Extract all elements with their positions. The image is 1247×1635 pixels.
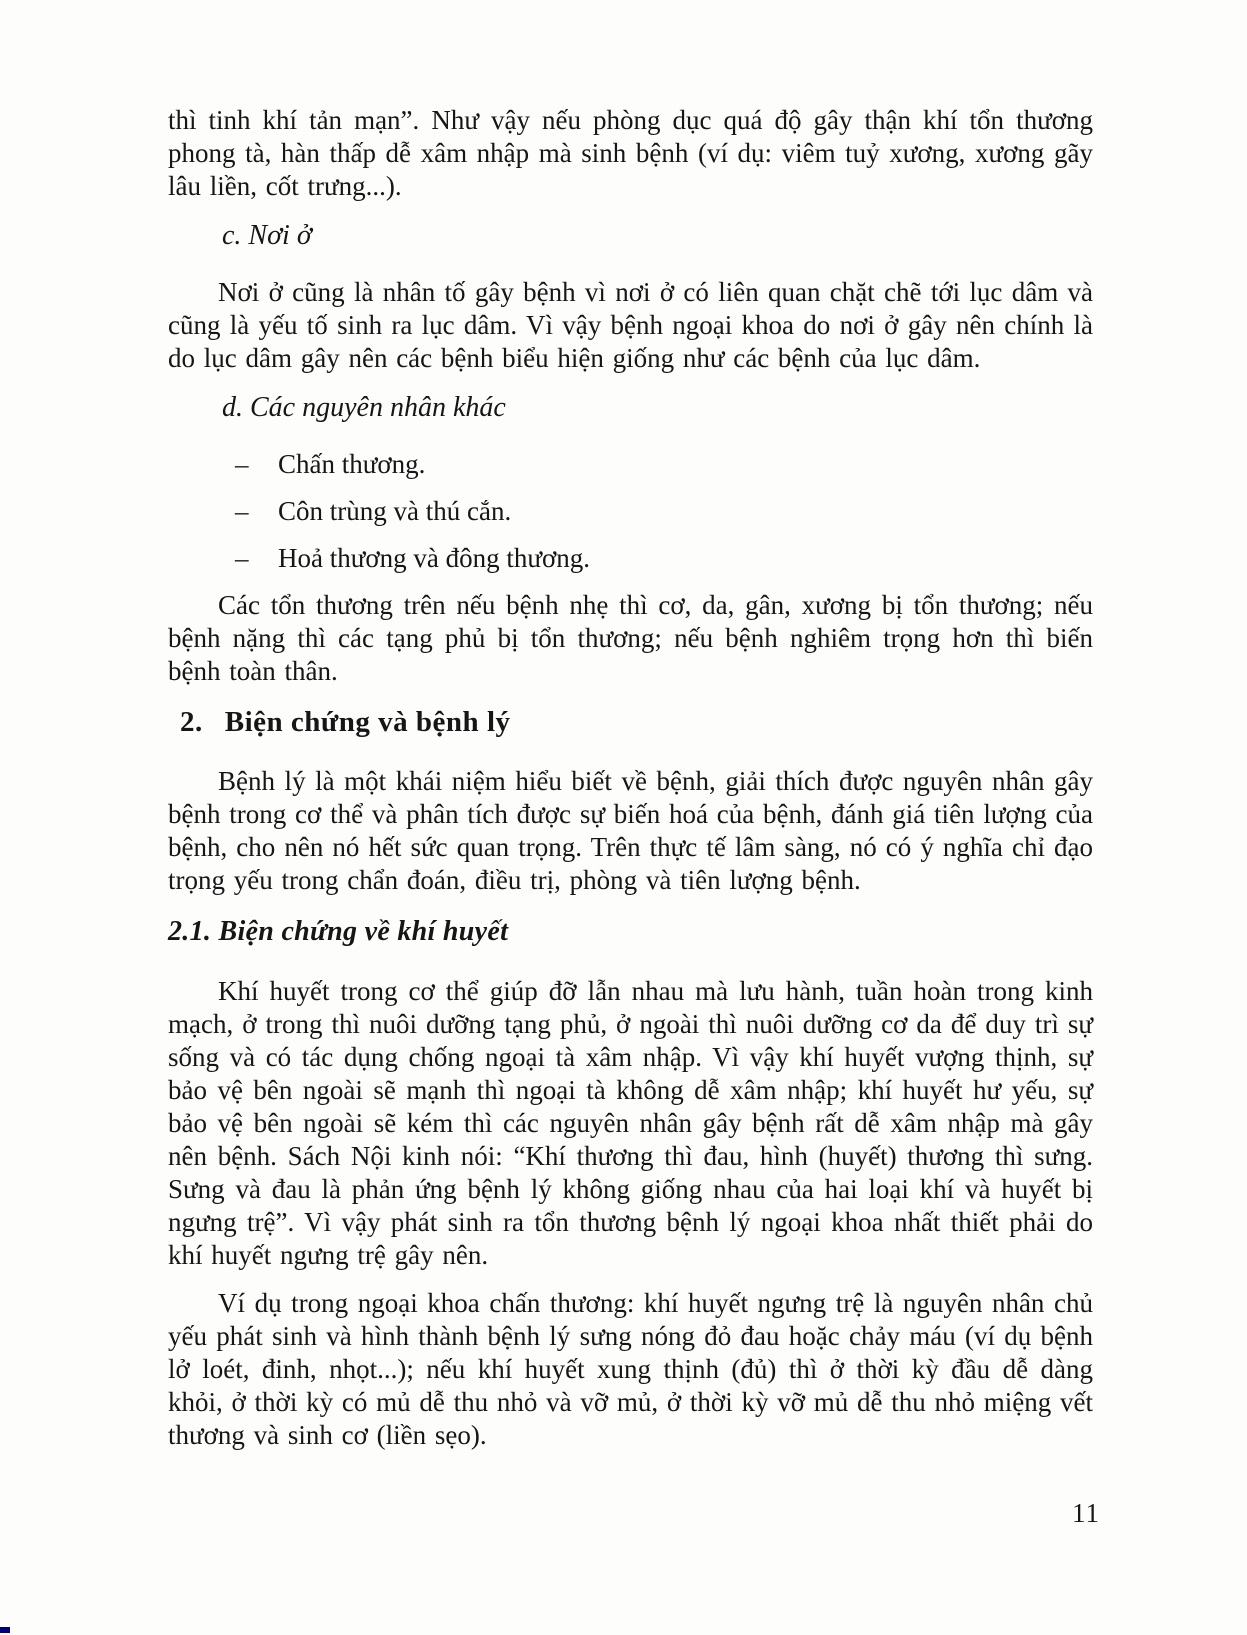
list-item (168, 448, 1093, 481)
section-heading-c-noi-o: c. Nơi ở (222, 220, 312, 251)
dash-marker: – (235, 449, 249, 479)
list-item (168, 495, 1093, 528)
list-item (168, 542, 1093, 575)
paragraph-ton-thuong-summary: Các tổn thương trên nếu bệnh nhẹ thì cơ, da, gân, xương bị tổn thương; nếu bệnh nặng thì các tạng phủ bị tổn thương; nếu bệnh nghiêm trọng hơn thì biến bệnh toàn thân. (168, 590, 1093, 686)
dash-marker: – (235, 543, 249, 573)
paragraph-khi-huyet-2: Ví dụ trong ngoại khoa chấn thương: khí huyết ngưng trệ là nguyên nhân chủ yếu phát sinh và hình thành bệnh lý sưng nóng đỏ đau hoặc chảy máu (ví dụ bệnh lở loét, đinh, nhọt...); nếu khí huyết xung thịnh (đủ) thì ở thời kỳ đầu dễ dàng khỏi, ở thời kỳ có mủ dễ thu nhỏ và vỡ mủ, ở thời kỳ vỡ mủ dễ thu nhỏ miệng vết thương và sinh cơ (liền sẹo). (168, 1288, 1093, 1450)
scan-artifact-corner-mark (0, 1627, 10, 1633)
list-item-text: Hoả thương và đông thương. (278, 543, 591, 573)
list-item-text: Chấn thương. (278, 449, 426, 479)
page-number: 11 (1072, 1498, 1100, 1528)
heading-text: Biện chứng và bệnh lý (224, 706, 511, 738)
paragraph-intro-continuation: thì tinh khí tản mạn”. Như vậy nếu phòng dục quá độ gây thận khí tổn thương phong tà, hàn thấp dễ xâm nhập mà sinh bệnh (ví dụ: viêm tuỷ xương, xương gãy lâu liền, cốt trưng...). (168, 105, 1093, 201)
list-item-text: Côn trùng và thú cắn. (278, 496, 512, 526)
section-heading-2-1-bien-chung-ve-khi-huyet: 2.1. Biện chứng về khí huyết (168, 916, 509, 947)
section-heading-d-cac-nguyen-nhan-khac: d. Các nguyên nhân khác (222, 392, 506, 423)
heading-number: 2. (180, 706, 203, 738)
cause-list (168, 448, 1093, 575)
paragraph-benh-ly: Bệnh lý là một khái niệm hiểu biết về bệnh, giải thích được nguyên nhân gây bệnh trong cơ thể và phân tích được sự biến hoá của bệnh, đánh giá tiên lượng của bệnh, cho nên nó hết sức quan trọng. Trên thực tế lâm sàng, nó có ý nghĩa chỉ đạo trọng yếu trong chẩn đoán, điều trị, phòng và tiên lượng bệnh. (168, 766, 1093, 895)
paragraph-khi-huyet-1: Khí huyết trong cơ thể giúp đỡ lẫn nhau mà lưu hành, tuần hoàn trong kinh mạch, ở trong thì nuôi dưỡng tạng phủ, ở ngoài thì nuôi dưỡng cơ da để duy trì sự sống và có tác dụng chống ngoại tà xâm nhập. Vì vậy khí huyết vượng thịnh, sự bảo vệ bên ngoài sẽ mạnh thì ngoại tà không dễ xâm nhập; khí huyết hư yếu, sự bảo vệ bên ngoài sẽ kém thì các nguyên nhân gây bệnh rất dễ xâm nhập mà gây nên bệnh. Sách Nội kinh nói: “Khí thương thì đau, hình (huyết) thương thì sưng. Sưng và đau là phản ứng bệnh lý không giống nhau của hai loại khí và huyết bị ngưng trệ”. Vì vậy phát sinh ra tổn thương bệnh lý ngoại khoa nhất thiết phải do khí huyết ngưng trệ gây nên. (168, 976, 1093, 1270)
dash-marker: – (235, 496, 249, 526)
paragraph-noi-o: Nơi ở cũng là nhân tố gây bệnh vì nơi ở có liên quan chặt chẽ tới lục dâm và cũng là yếu tố sinh ra lục dâm. Vì vậy bệnh ngoại khoa do nơi ở gây nên chính là do lục dâm gây nên các bệnh biểu hiện giống như các bệnh của lục dâm. (168, 277, 1093, 373)
text-column (168, 104, 1093, 1467)
section-heading-2-bien-chung-va-benh-ly (180, 703, 1093, 741)
